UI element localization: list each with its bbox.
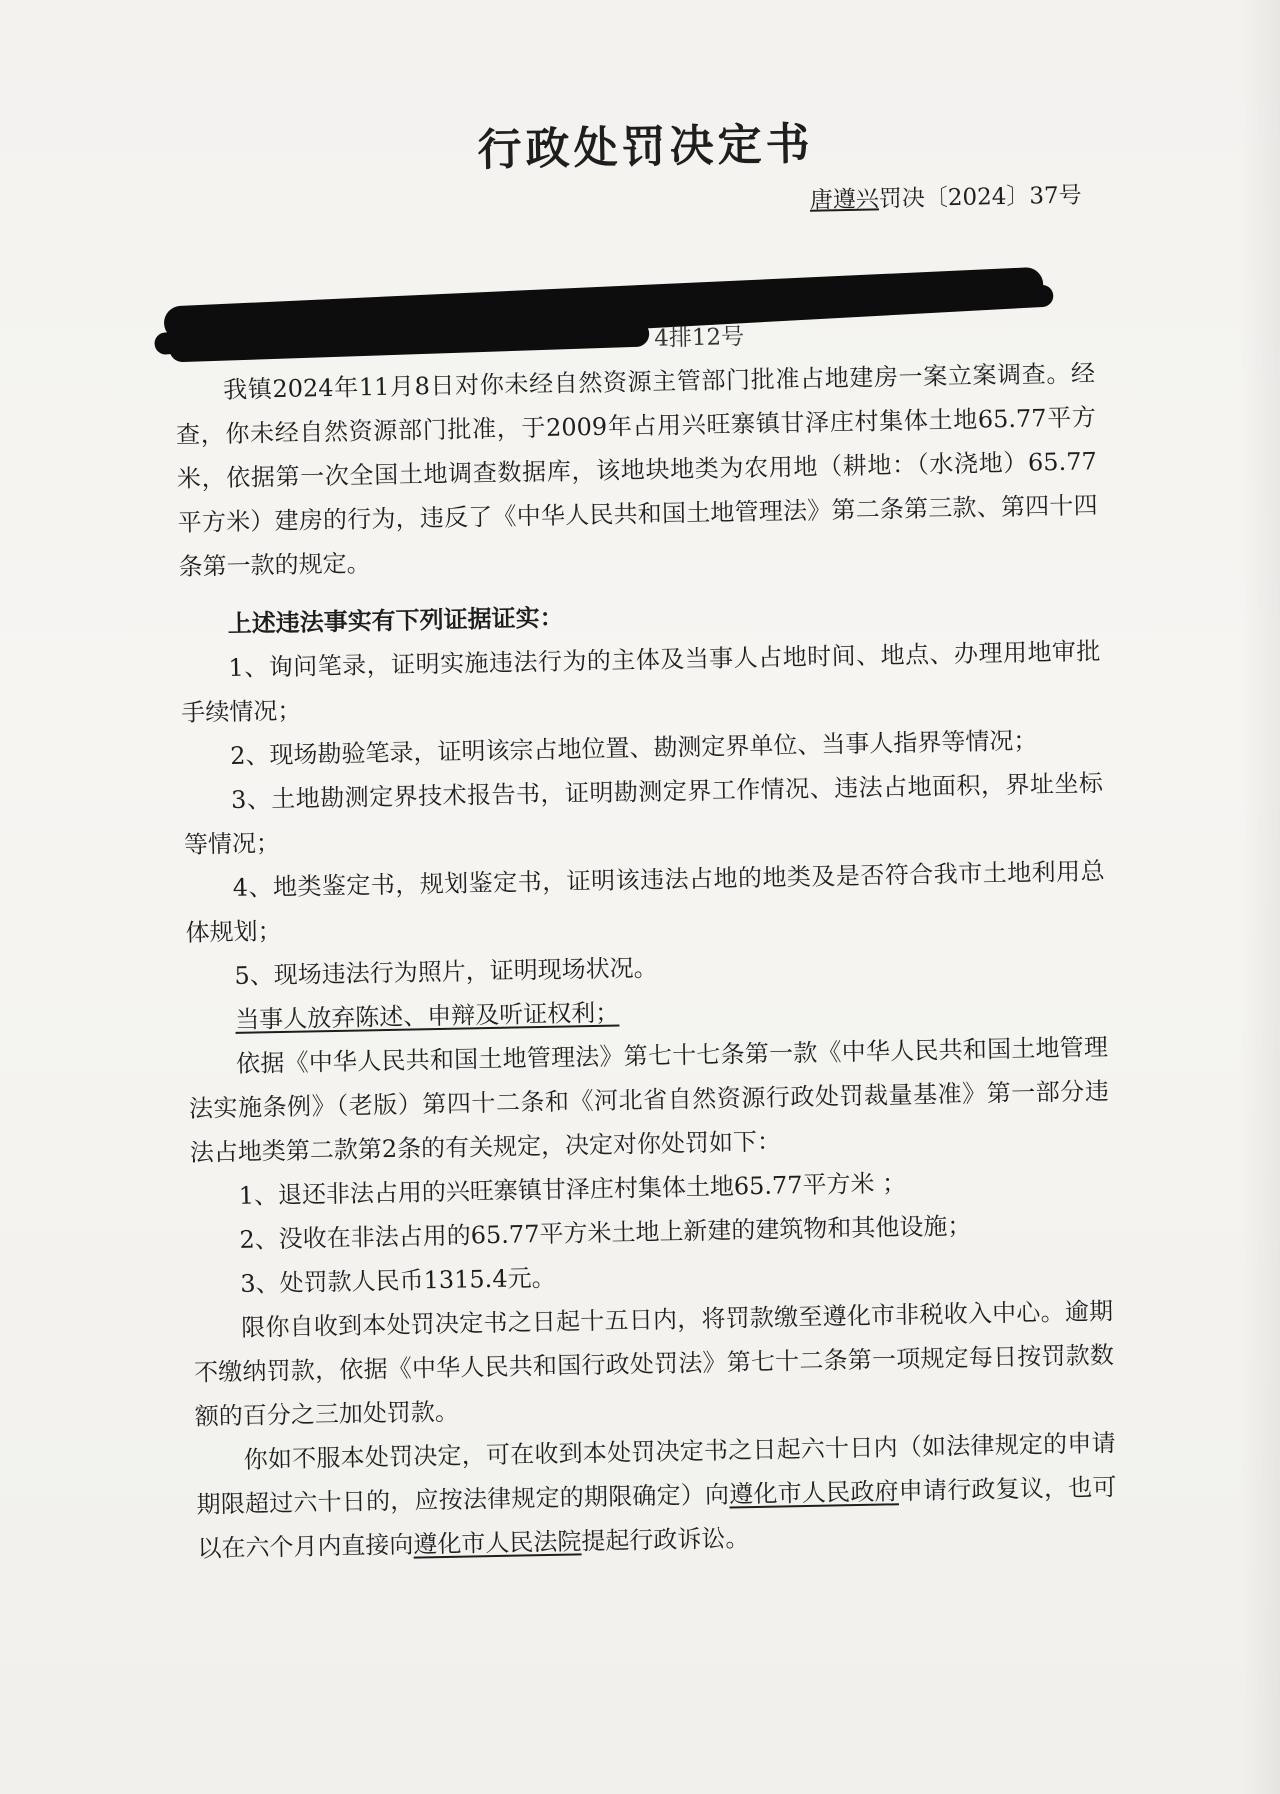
evidence-item: 4、地类鉴定书，规划鉴定书，证明该违法占地的地类及是否符合我市土地利用总体规划； <box>185 857 1105 947</box>
document-sheet <box>170 102 1118 1570</box>
facts-paragraph: 我镇2024年11月8日对你未经自然资源主管部门批准占地建房一案立案调查。经查，你未经自然资源部门批准，于2009年占用兴旺寨镇甘泽庄村集体土地65.77平方米，依据第一次全国土地调查数据库，该地块地类为农用地（耕地：（水浇地）65.77平方米）建房的行为，违反了《中华人民共和国土地管理法》第二条第三款、第四十四条第一款的规定。 <box>175 359 1098 581</box>
document-number-prefix: 唐遵兴 <box>809 186 880 214</box>
appeal-government: 遵化市人民政府 <box>728 1477 900 1509</box>
legal-basis-paragraph: 依据《中华人民共和国土地管理法》第七十七条第一款《中华人民共和国土地管理法实施条例》（老版）第四十二条和《河北省自然资源行政处罚裁量基准》第一部分违法占地类第二款第2条的有关规定，决定对你处罚如下： <box>188 1033 1110 1167</box>
redacted-address-tail: 4排12号 <box>654 324 745 352</box>
payment-paragraph: 限你自收到本处罚决定书之日起十五日内，将罚款缴至遵化市非税收入中心。逾期不缴纳罚款，依据《中华人民共和国行政处罚法》第七十二条第一项规定每日按罚款数额的百分之三加处罚款。 <box>193 1297 1115 1431</box>
appeal-court: 遵化市人民法院 <box>413 1527 582 1559</box>
evidence-item: 3、土地勘测定界技术报告书，证明勘测定界工作情况、违法占地面积，界址坐标等情况； <box>183 769 1104 859</box>
evidence-heading: 上述违法事实有下列证据证实： <box>227 602 564 638</box>
appeal-text-3: 提起行政诉讼。 <box>581 1524 750 1556</box>
paper-shadow <box>1240 0 1280 1794</box>
decision-item: 2、没收在非法占用的65.77平方米土地上新建的建筑物和其他设施； <box>239 1211 972 1254</box>
document-title: 行政处罚决定书 <box>477 118 815 177</box>
document-number <box>171 177 1081 227</box>
evidence-item: 5、现场违法行为照片，证明现场状况。 <box>234 953 658 990</box>
appeal-paragraph <box>195 1421 1117 1571</box>
decision-item: 1、退还非法占用的兴旺寨镇甘泽庄村集体土地65.77平方米 ； <box>238 1169 907 1210</box>
appeal-text-2: 申请行政复议，也可以在六个月内直接向 <box>197 1473 1117 1563</box>
evidence-item: 2、现场勘验笔录，证明该宗占地位置、勘测定界单位、当事人指界等情况； <box>229 726 1038 770</box>
appeal-text-1: 你如不服本处罚决定，可在收到本处罚决定书之日起六十日内（如法律规定的申请期限超过六十日的，应按法律规定的期限确定）向 <box>196 1429 1116 1519</box>
document-number-suffix: 罚决〔2024〕37号 <box>878 182 1082 213</box>
decision-item: 3、处罚款人民币1315.4元。 <box>240 1263 556 1298</box>
waiver-text: 当事人放弃陈述、申辩及听证权利； <box>235 998 620 1034</box>
redacted-party-info <box>173 267 1094 363</box>
evidence-item: 1、询问笔录，证明实施违法行为的主体及当事人占地时间、地点、办理用地审批手续情况； <box>181 637 1101 727</box>
